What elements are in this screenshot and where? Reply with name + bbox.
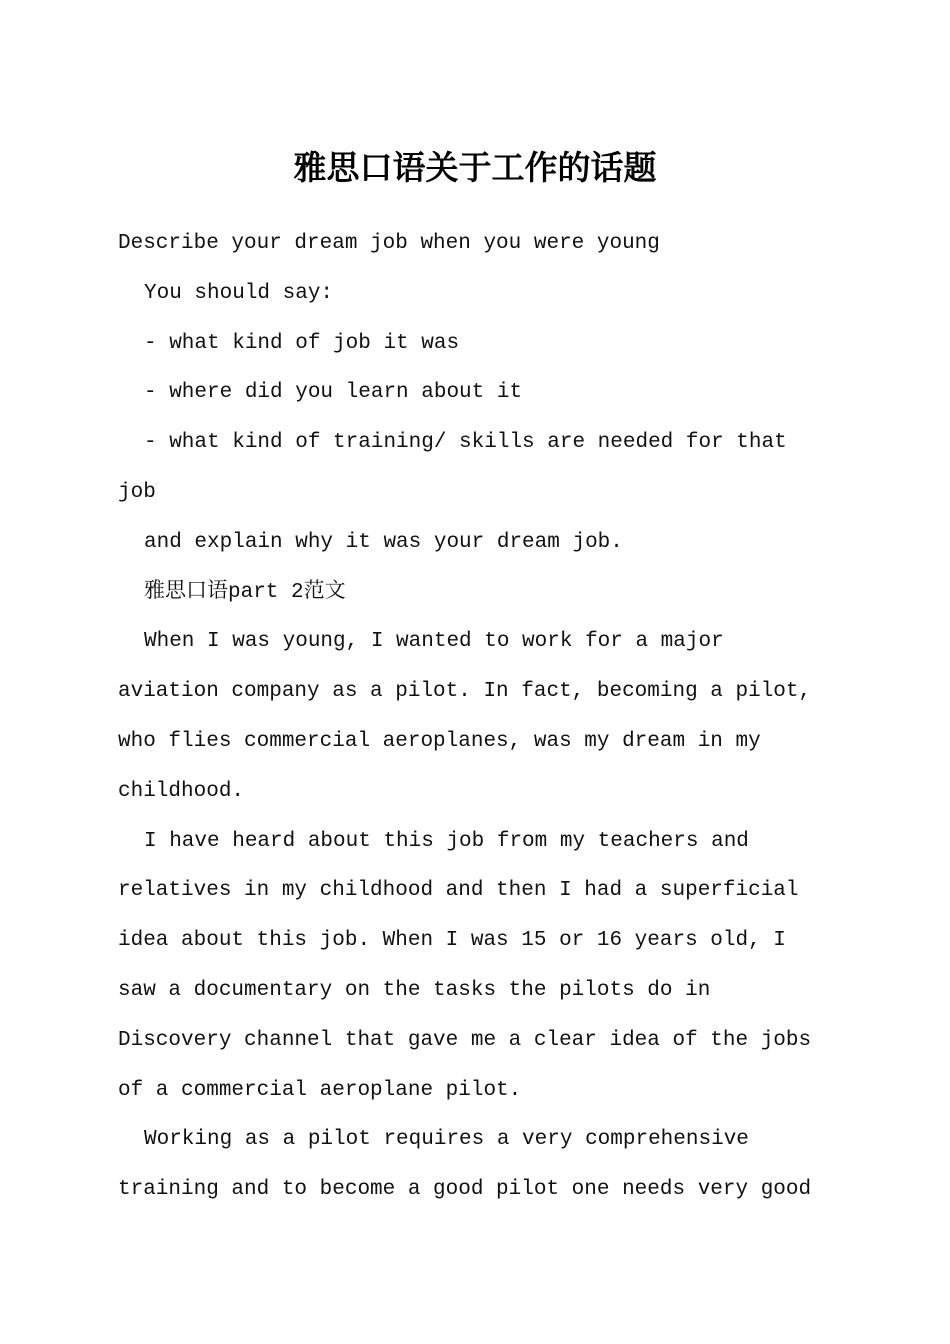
prompt-bullet: - what kind of job it was bbox=[144, 331, 460, 355]
paragraph-line: idea about this job. When I was 15 or 16 years old, I bbox=[118, 929, 786, 953]
prompt-bullet: - where did you learn about it bbox=[144, 381, 523, 405]
prompt-line: and explain why it was your dream job. bbox=[144, 530, 623, 554]
paragraph-line: saw a documentary on the tasks the pilots do in bbox=[118, 978, 711, 1002]
paragraph-line: childhood. bbox=[118, 779, 245, 803]
paragraph-line: of a commercial aeroplane pilot. bbox=[118, 1078, 522, 1102]
prompt-line: You should say: bbox=[144, 281, 334, 305]
document-body bbox=[118, 219, 838, 1215]
prompt-bullet: - what kind of training/ skills are needed for that bbox=[144, 431, 787, 455]
paragraph-line: When I was young, I wanted to work for a major bbox=[144, 630, 724, 654]
paragraph-line: Working as a pilot requires a very comprehensive bbox=[144, 1128, 749, 1152]
paragraph-line: I have heard about this job from my teachers and bbox=[144, 829, 749, 853]
prompt-bullet-continued: job bbox=[118, 480, 156, 504]
paragraph-line: Discovery channel that gave me a clear idea of the jobs bbox=[118, 1028, 812, 1052]
paragraph-line: training and to become a good pilot one needs very good bbox=[118, 1178, 812, 1202]
prompt-heading: Describe your dream job when you were young bbox=[118, 232, 660, 255]
paragraph-line: relatives in my childhood and then I had a superficial bbox=[118, 879, 799, 903]
paragraph-line: who flies commercial aeroplanes, was my dream in my bbox=[118, 729, 761, 753]
page-title: 雅思口语关于工作的话题 bbox=[293, 148, 657, 187]
section-label: 雅思口语part 2范文 bbox=[144, 580, 346, 604]
paragraph-line: aviation company as a pilot. In fact, becoming a pilot, bbox=[118, 680, 812, 704]
